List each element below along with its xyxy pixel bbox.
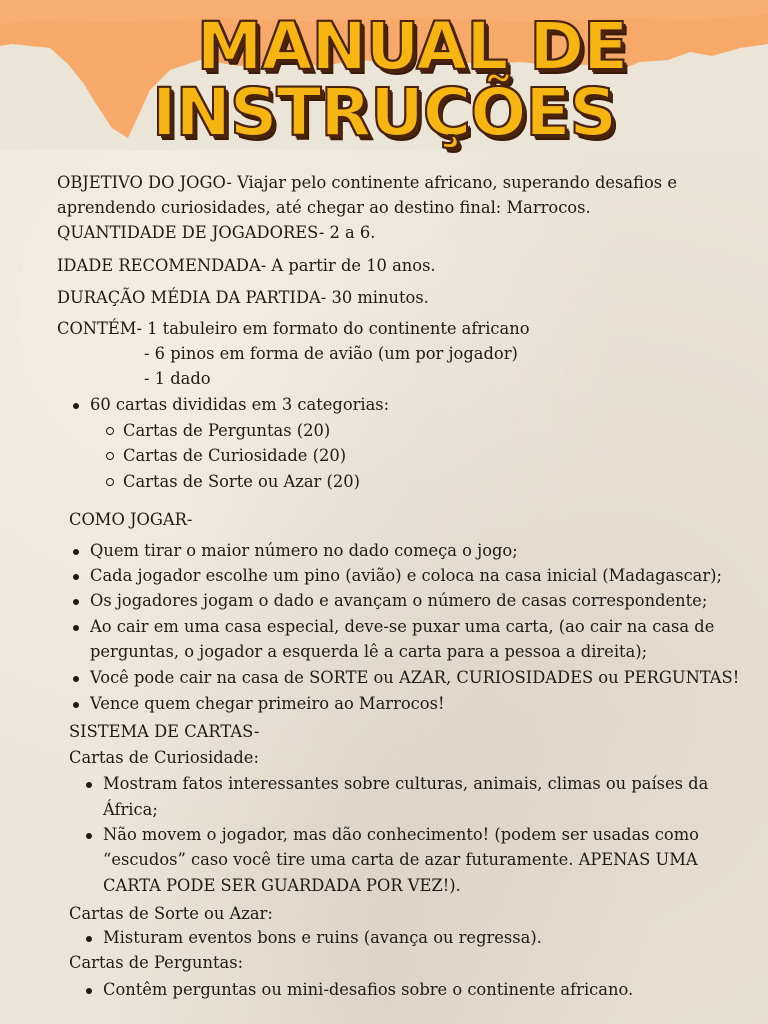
como-jogar-item: Vence quem chegar primeiro ao Marrocos! <box>90 691 445 717</box>
title-line-2: INSTRUÇÕES <box>152 74 616 151</box>
contem-line-1: CONTÉM- 1 tabuleiro em formato do continente africano <box>57 319 530 338</box>
quantidade-jogadores: QUANTIDADE DE JOGADORES- 2 a 6. <box>57 223 376 242</box>
sorte-title: Cartas de Sorte ou Azar: <box>69 904 273 923</box>
curiosidade-title: Cartas de Curiosidade: <box>69 748 259 767</box>
sorte-item: Misturam eventos bons e ruins (avança ou regressa). <box>103 925 542 951</box>
category-item: Cartas de Curiosidade (20) <box>123 443 346 469</box>
como-jogar-item: Quem tirar o maior número no dado começa o jogo; <box>90 538 518 564</box>
cards-list-item: 60 cartas divididas em 3 categorias: <box>90 392 389 418</box>
category-item: Cartas de Sorte ou Azar (20) <box>123 469 360 495</box>
curiosidade-item-continued: CARTA PODE SER GUARDADA POR VEZ!). <box>103 876 461 895</box>
como-jogar-item: Você pode cair na casa de SORTE ou AZAR, CURIOSIDADES ou PERGUNTAS! <box>90 665 739 691</box>
duracao-media: DURAÇÃO MÉDIA DA PARTIDA- 30 minutos. <box>57 288 429 307</box>
objetivo-line-2: aprendendo curiosidades, até chegar ao destino final: Marrocos. <box>57 198 591 217</box>
curiosidade-item: Mostram fatos interessantes sobre culturas, animais, climas ou países da <box>103 771 708 797</box>
curiosidade-item: Não movem o jogador, mas dão conhecimento! (podem ser usadas como <box>103 822 699 848</box>
contem-line-3: - 1 dado <box>144 369 211 388</box>
curiosidade-item-continued: “escudos” caso você tire uma carta de azar futuramente. APENAS UMA <box>103 850 698 869</box>
title-line-1: MANUAL DE <box>196 8 628 85</box>
como-jogar-heading: COMO JOGAR- <box>69 510 193 529</box>
sistema-heading: SISTEMA DE CARTAS- <box>69 722 260 741</box>
curiosidade-item-continued: África; <box>103 800 158 819</box>
page-title <box>0 8 768 151</box>
perguntas-title: Cartas de Perguntas: <box>69 953 244 972</box>
idade-recomendada: IDADE RECOMENDADA- A partir de 10 anos. <box>57 256 436 275</box>
como-jogar-item-continued: perguntas, o jogador a esquerda lê a carta para a pessoa a direita); <box>90 642 648 661</box>
como-jogar-item: Cada jogador escolhe um pino (avião) e coloca na casa inicial (Madagascar); <box>90 563 722 589</box>
contem-line-2: - 6 pinos em forma de avião (um por jogador) <box>144 344 518 363</box>
como-jogar-item: Ao cair em uma casa especial, deve-se puxar uma carta, (ao cair na casa de <box>90 614 714 640</box>
como-jogar-item: Os jogadores jogam o dado e avançam o número de casas correspondente; <box>90 588 707 614</box>
objetivo-line-1: OBJETIVO DO JOGO- Viajar pelo continente africano, superando desafios e <box>57 173 677 192</box>
category-item: Cartas de Perguntas (20) <box>123 418 330 444</box>
perguntas-item: Contêm perguntas ou mini-desafios sobre o continente africano. <box>103 977 633 1003</box>
